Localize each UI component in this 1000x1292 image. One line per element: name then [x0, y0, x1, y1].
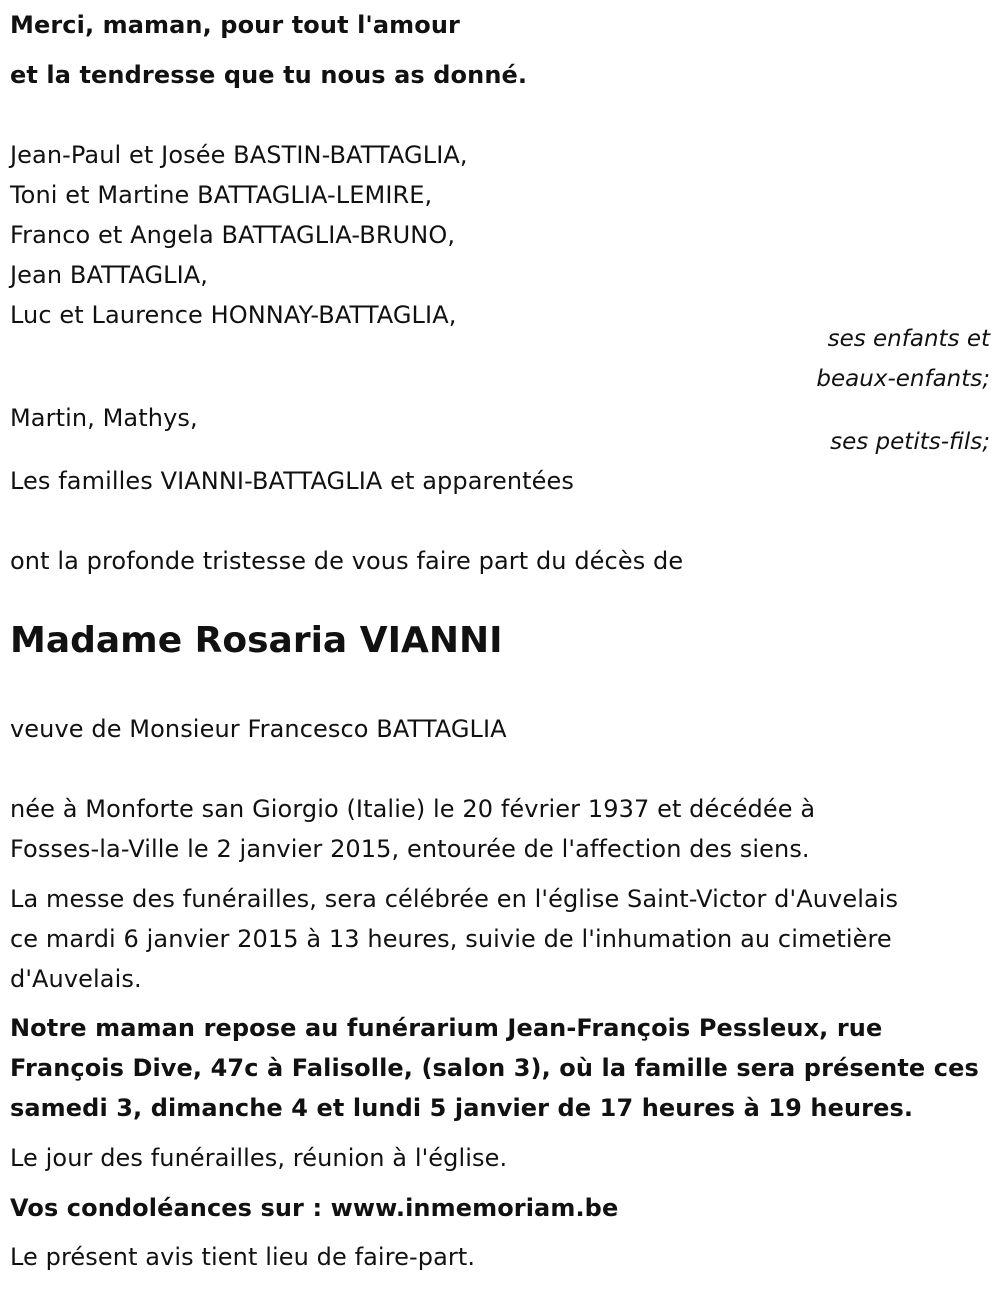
widow-of-line: veuve de Monsieur Francesco BATTAGLIA — [10, 715, 507, 743]
mass-line-3: d'Auvelais. — [10, 965, 142, 993]
children-role-line-1: ses enfants et — [827, 326, 990, 352]
families-line: Les familles VIANNI-BATTAGLIA et apparentées — [10, 467, 574, 495]
child-line-3: Franco et Angela BATTAGLIA-BRUNO, — [10, 221, 456, 249]
child-line-2: Toni et Martine BATTAGLIA-LEMIRE, — [10, 181, 433, 209]
funerarium-line-3: samedi 3, dimanche 4 et lundi 5 janvier de 17 heures à 19 heures. — [10, 1094, 914, 1122]
grandchildren-role: ses petits-fils; — [830, 429, 990, 455]
deceased-name: Madame Rosaria VIANNI — [10, 620, 503, 661]
meeting-line: Le jour des funérailles, réunion à l'église. — [10, 1144, 508, 1172]
condolences-line: Vos condoléances sur : www.inmemoriam.be — [10, 1194, 619, 1222]
notice-line: Le présent avis tient lieu de faire-part. — [10, 1243, 476, 1271]
funerarium-line-1: Notre maman repose au funérarium Jean-François Pessleux, rue — [10, 1014, 883, 1042]
mass-line-2: ce mardi 6 janvier 2015 à 13 heures, suivie de l'inhumation au cimetière — [10, 925, 892, 953]
mass-line-1: La messe des funérailles, sera célébrée en l'église Saint-Victor d'Auvelais — [10, 885, 899, 913]
announcement-line: ont la profonde tristesse de vous faire part du décès de — [10, 547, 684, 575]
funerarium-line-2: François Dive, 47c à Falisolle, (salon 3), où la famille sera présente ces — [10, 1054, 979, 1082]
grandchildren-names: Martin, Mathys, — [10, 404, 198, 432]
header-line-1: Merci, maman, pour tout l'amour — [10, 11, 460, 39]
child-line-4: Jean BATTAGLIA, — [10, 261, 209, 289]
children-role-line-2: beaux-enfants; — [816, 366, 990, 392]
child-line-1: Jean-Paul et Josée BASTIN-BATTAGLIA, — [10, 141, 468, 169]
child-line-5: Luc et Laurence HONNAY-BATTAGLIA, — [10, 301, 457, 329]
header-line-2: et la tendresse que tu nous as donné. — [10, 61, 528, 89]
birth-death-line-2: Fosses-la-Ville le 2 janvier 2015, entourée de l'affection des siens. — [10, 835, 810, 863]
birth-death-line-1: née à Monforte san Giorgio (Italie) le 20 février 1937 et décédée à — [10, 795, 816, 823]
